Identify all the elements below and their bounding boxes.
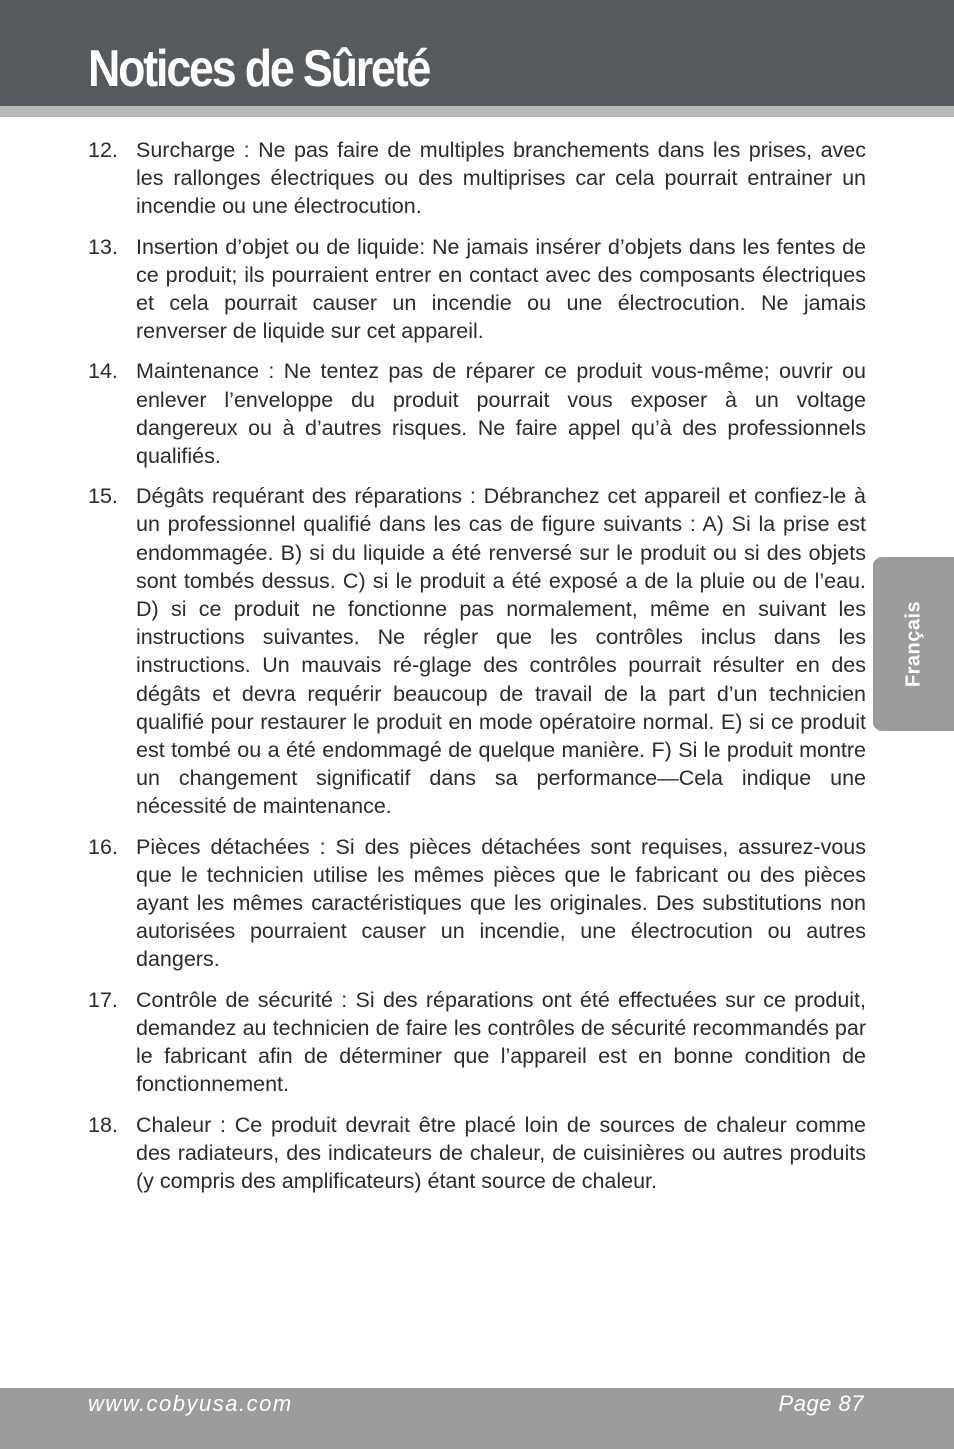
notice-number: 17. [88,987,118,1012]
notice-text: Contrôle de sécurité : Si des réparations ont été effectuées sur ce produit, demandez au technicien de faire les contrôles de sécurité recommandés par le fabricant afin de déterminer que l’appareil est en bonne condition de fonctionnement. [136,987,866,1097]
notice-text: Insertion d’objet ou de liquide: Ne jamais insérer d’objets dans les fentes de ce produit; ils pourraient entrer en contact avec des composants électriques et cela pourrait causer un incendie ou une électrocution. Ne jamais renverser de liquide sur cet appareil. [136,234,866,344]
notice-number: 13. [88,234,118,259]
notice-text: Pièces détachées : Si des pièces détachées sont requises, assurez-vous que le technicien utilise les mêmes pièces que le fabricant ou des pièces ayant les mêmes caractéristiques que les originales. Des substitutions non autorisées pourraient causer un incendie, une électrocution ou autres dangers. [136,834,866,972]
website-url: www.cobyusa.com [88,1391,293,1416]
notice-text: Chaleur : Ce produit devrait être placé loin de sources de chaleur comme des radiateurs, des indicateurs de chaleur, de cuisinières ou autres produits (y compris des amplificateurs) étant source de chaleur. [136,1112,866,1193]
notice-item [88,136,866,221]
notice-item [88,986,866,1099]
notice-text: Maintenance : Ne tentez pas de réparer ce produit vous-même; ouvrir ou enlever l’enveloppe du produit pourrait vous exposer à un voltage dangereux ou à d’autres risques. Ne faire appel qu’à des professionnels qualifiés. [136,359,866,469]
notice-item [88,482,866,820]
notice-text: Surcharge : Ne pas faire de multiples branchements dans les prises, avec les rallonges électriques ou des multiprises car cela pourrait entrainer un incendie ou une électrocution. [136,138,866,219]
notice-text: Dégâts requérant des réparations : Débranchez cet appareil et confiez-le à un professionnel qualifié dans les cas de figure suivants : A) Si la prise est endommagée. B) si du liquide a été renversé sur le produit ou si des objets sont tombés dessus. C) si le produit a été exposé a de la pluie ou de l’eau. D) si ce produit ne fonctionne pas normalement, même en suivant les instructions suivantes. Ne régler que les contrôles inclus dans les instructions. Un mauvais ré-glage des contrôles pourrait résulter en des dégâts et devra requérir beaucoup de travail de la part d’un technicien qualifié pour restaurer le produit en mode opératoire normal. E) si ce produit est tombé ou a été endommagé de quelque manière. F) Si le produit montre un changement significatif dans sa performance—Cela indique une nécessité de maintenance. [136,484,866,819]
page-number: Page 87 [778,1391,864,1416]
notice-number: 16. [88,834,118,859]
language-tab-label: Français [902,600,924,688]
safety-notices-list [88,136,866,1207]
notice-item [88,357,866,470]
notice-number: 18. [88,1112,118,1137]
notice-item [88,833,866,974]
page-title: Notices de Sûreté [88,40,430,98]
notice-item [88,1111,866,1196]
notice-number: 12. [88,138,118,162]
notice-item [88,233,866,346]
notice-number: 14. [88,359,118,384]
language-tab [873,557,954,731]
header-rule [0,106,954,117]
notice-number: 15. [88,484,118,509]
